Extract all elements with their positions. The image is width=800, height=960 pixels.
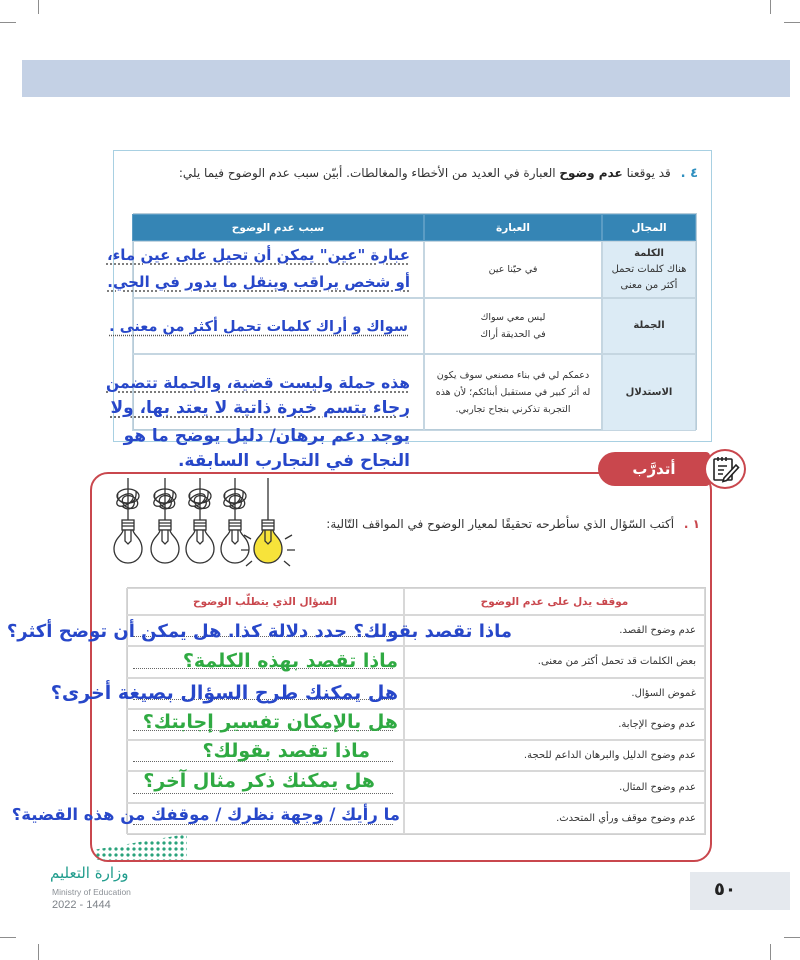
phrase-line: في حيّنا عين: [488, 264, 538, 275]
situation-text: عدم وضوح الإجابة.: [618, 718, 696, 730]
situation-text: عدم وضوح المثال.: [619, 781, 696, 793]
handwritten-answer: يوجد دعم برهان/ دليل يوضح ما هو: [123, 426, 410, 446]
situation-cell: [404, 709, 705, 740]
phrase-cell: [424, 298, 602, 354]
situation-cell: [404, 740, 705, 771]
crop-mark: [0, 937, 16, 938]
page-number-box: [690, 872, 790, 910]
phrase-line: ليس معي سواك: [480, 312, 546, 323]
domain-note: أكثر من معنى: [620, 279, 678, 291]
lightbulb-off: [114, 520, 142, 563]
domain-title: الجملة: [633, 320, 665, 331]
handwritten-answer: ماذا تقصد بهذه الكلمة؟: [182, 650, 398, 672]
phrase-cell: [424, 241, 602, 298]
header-question: السؤال الذي يتطلّب الوضوح: [126, 588, 404, 615]
ministry-logo-arabic: وزارة التعليم: [50, 864, 129, 882]
tangled-wire: [152, 489, 177, 511]
crop-mark: [38, 944, 39, 960]
exercise-4-question: [179, 165, 698, 182]
situation-cell: [404, 678, 705, 709]
domain-note: هناك كلمات تحمل: [611, 263, 687, 275]
header-domain: المجال: [602, 214, 696, 241]
phrase-line: في الحديقة أراك: [480, 329, 546, 340]
lightbulb-off: [151, 520, 179, 563]
domain-cell: [602, 241, 696, 298]
phrase-cell: [424, 354, 602, 431]
header-situation: موقف يدل على عدم الوضوح: [404, 588, 705, 615]
lightbulb-off: [221, 520, 249, 563]
crop-mark: [770, 0, 771, 14]
phrase-line: له أثر كبير في مستقبل أبنائكم؛ لأن هذه: [435, 387, 591, 398]
question-text: قد يوقعنا: [626, 166, 671, 180]
situation-text: غموض السؤال.: [631, 687, 696, 699]
situation-cell: [404, 646, 705, 677]
domain-cell: [602, 298, 696, 354]
situation-cell: [404, 803, 705, 834]
handwritten-answer: هذه جملة وليست قضية، والجملة تتضمن: [106, 374, 410, 392]
handwritten-answer: هل يمكنك ذكر مثال آخر؟: [143, 770, 375, 792]
phrase-line: دعمكم لي في بناء مصنعي سوف يكون: [436, 370, 590, 381]
lightbulb-off: [186, 520, 214, 563]
crop-mark: [784, 937, 800, 938]
handwritten-answer: عبارة "عين" يمكن أن تحيل على عين ماء،: [106, 246, 410, 264]
crop-mark: [770, 944, 771, 960]
question-emphasis: عدم وضوح: [559, 166, 623, 180]
handwritten-answer: أو شخص يراقب وينقل ما يدور في الحي.: [107, 273, 410, 291]
situation-text: بعض الكلمات قد تحمل أكثر من معنى.: [537, 656, 696, 668]
lightbulb-on: [254, 520, 282, 563]
exercise-number: ٤ .: [680, 166, 698, 181]
edition-year: 2022 - 1444: [52, 899, 111, 911]
crop-mark: [38, 0, 39, 14]
practice-tab: أتدرَّب: [598, 452, 710, 486]
header-phrase: العبارة: [424, 214, 602, 241]
ministry-logo-english: Ministry of Education: [52, 887, 131, 897]
handwritten-answer: ما رأيك / وجهة نظرك / موقفك من هذه القضية؟: [11, 805, 400, 824]
situation-cell: [404, 771, 705, 802]
phrase-line: التجربة تذكرني بنجاح تجاربي.: [455, 404, 571, 415]
question-text: أكتب السّؤال الذي سأطرحه تحقيقًا لمعيار الوضوح في المواقف التّالية:: [326, 517, 675, 531]
situation-text: عدم وضوح موقف ورأي المتحدث.: [556, 812, 696, 824]
handwritten-answer: رجاء يتسم خبرة ذاتية لا يعتد بها، ولا: [110, 398, 410, 418]
bulb-wires: [128, 478, 268, 520]
situation-text: عدم وضوح القصد.: [619, 625, 696, 637]
handwritten-answer: هل بالإمكان تفسير إجابتك؟: [142, 711, 398, 733]
handwritten-answer: ماذا تقصد بقولك؟: [202, 740, 370, 762]
header-band: [22, 60, 790, 97]
handwritten-answer: ماذا تقصد بقولك؟ حدد دلالة كذا. هل يمكن أن توضح أكثر؟: [6, 621, 512, 642]
tangled-wire: [187, 489, 212, 511]
crop-mark: [784, 22, 800, 23]
handwritten-answer: سواك و أراك كلمات تحمل أكثر من معنى .: [109, 319, 408, 335]
crop-mark: [0, 22, 16, 23]
situation-text: عدم وضوح الدليل والبرهان الداعم للحجة.: [523, 750, 696, 762]
domain-cell: [602, 354, 696, 431]
header-reason: سبب عدم الوضوح: [132, 214, 424, 241]
question-number: ١ .: [683, 517, 700, 531]
lightbulbs-icon: [112, 478, 297, 578]
tangled-wire: [222, 489, 247, 511]
practice-question: [326, 516, 700, 532]
handwritten-answer: هل يمكنك طرح السؤال بصيغة أخرى؟: [50, 682, 398, 704]
domain-title: الاستدلال: [625, 386, 673, 398]
page-number: ٥٠: [714, 879, 736, 900]
domain-title: الكلمة: [634, 247, 664, 259]
handwritten-answer: النجاح في التجارب السابقة.: [177, 451, 410, 471]
question-text: العبارة في العديد من الأخطاء والمغالطات. أبيّن سبب عدم الوضوح فيما يلي:: [178, 166, 556, 180]
tangled-wire: [115, 489, 140, 511]
notebook-pencil-icon: [704, 449, 746, 489]
